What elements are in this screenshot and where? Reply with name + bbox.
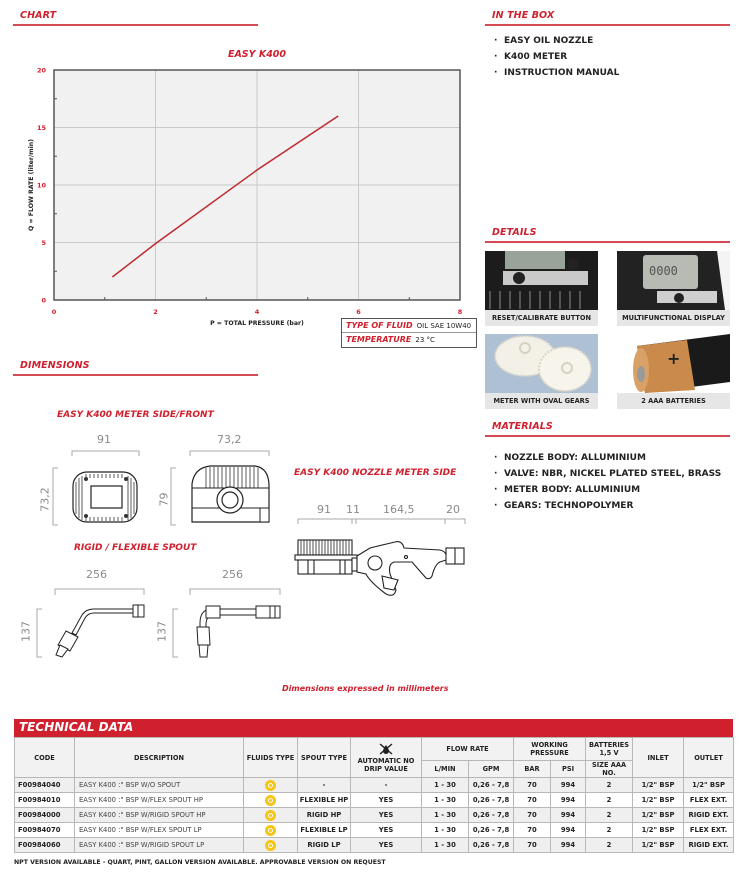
cell-bar: 70 [514,808,551,823]
detail-label: 2 AAA BATTERIES [617,393,730,409]
list-item: · INSTRUCTION MANUAL [494,65,619,81]
cell-code: F00984060 [15,838,75,853]
col-header-description: DESCRIPTION [75,738,244,778]
cell-inlet: 1/2" BSP [633,808,684,823]
fluid-type-value: OIL SAE 10W40 [416,322,472,330]
meter-side-height-label: 79 [157,492,171,507]
chart-x-tick-label: 4 [254,308,260,316]
section-title-details: DETAILS [492,227,537,238]
cell-batteries: 2 [586,778,633,793]
chart-x-tick-label: 8 [457,308,463,316]
cell-batteries: 2 [586,793,633,808]
section-rule [485,241,730,243]
cell-outlet: RIGID EXT. [684,838,734,853]
list-item: · EASY OIL NOZZLE [494,33,619,49]
meter-display-photo-icon [617,251,730,310]
cell-fluid [244,808,298,823]
section-rule [485,24,730,26]
cell-spout: FLEXIBLE HP [298,793,351,808]
table-row [15,778,734,793]
cell-fluid [244,823,298,838]
cell-bar: 70 [514,823,551,838]
cell-code: F00984000 [15,808,75,823]
table-row [15,793,734,808]
cell-description: EASY K400 :" BSP W/O SPOUT [75,778,244,793]
cell-fluid [244,838,298,853]
chart-y-tick-label: 15 [36,124,46,132]
cell-psi: 994 [551,778,586,793]
cell-inlet: 1/2" BSP [633,793,684,808]
chart-y-tick-label: 20 [36,66,46,75]
detail-tile-batteries [617,334,730,409]
cell-outlet: FLEX EXT. [684,823,734,838]
cell-psi: 994 [551,793,586,808]
cell-gpm: 0,26 - 7,8 [469,838,514,853]
list-item: · METER BODY: ALLUMINIUM [494,482,721,498]
cell-outlet: 1/2" BSP [684,778,734,793]
cell-psi: 994 [551,838,586,853]
chart-x-tick-label: 0 [51,308,57,316]
table-footnote: NPT VERSION AVAILABLE - QUART, PINT, GALLON VERSION AVAILABLE. APPROVABLE VERSION ON REQUEST [14,859,386,866]
oil-icon [265,795,276,806]
dimensions-note: Dimensions expressed in millimeters [282,684,449,693]
cell-spout: FLEXIBLE LP [298,823,351,838]
section-title-technical-data: TECHNICAL DATA [19,720,134,734]
chart-x-tick-label: 6 [356,308,361,316]
col-header-size: SIZE AAA NO. [586,761,633,778]
cell-auto: YES [351,793,422,808]
meter-button-photo-icon [485,251,598,310]
list-item: · NOZZLE BODY: ALLUMINIUM [494,450,721,466]
nozzle-drawing [290,518,470,608]
cell-fluid [244,793,298,808]
flow-rate-chart [0,40,480,335]
section-title-in-the-box: IN THE BOX [492,10,555,21]
temperature-value: 23 °C [415,336,435,344]
cell-lmin: 1 - 30 [422,808,469,823]
nozzle-dimensions-title: EASY K400 NOZZLE METER SIDE [294,468,457,478]
cell-bar: 70 [514,778,551,793]
cell-lmin: 1 - 30 [422,778,469,793]
section-rule [13,374,258,376]
spout-dimensions-title: RIGID / FLEXIBLE SPOUT [74,543,197,553]
chart-y-tick-label: 5 [41,239,46,247]
materials-list [494,450,721,514]
in-the-box-list [494,33,619,81]
cell-batteries: 2 [586,823,633,838]
col-header-auto-no-drip [351,738,422,778]
chart-title: EASY K400 [227,49,287,60]
cell-batteries: 2 [586,838,633,853]
cell-spout: - [298,778,351,793]
technical-data-table [14,737,734,853]
temperature-row [342,333,476,347]
section-rule [13,24,258,26]
battery-photo-icon [617,334,730,393]
col-header-gpm: GPM [469,761,514,778]
oval-gears-photo-icon [485,334,598,393]
col-header-bar: BAR [514,761,551,778]
oil-icon [265,810,276,821]
table-row [15,838,734,853]
cell-auto: - [351,778,422,793]
detail-tile-oval-gears [485,334,598,409]
chart-x-tick-label: 2 [153,308,158,316]
list-item: · GEARS: TECHNOPOLYMER [494,498,721,514]
cell-psi: 994 [551,823,586,838]
table-row [15,823,734,838]
cell-outlet: FLEX EXT. [684,793,734,808]
cell-description: EASY K400 :" BSP W/RIGID SPOUT HP [75,808,244,823]
cell-lmin: 1 - 30 [422,793,469,808]
cell-gpm: 0,26 - 7,8 [469,808,514,823]
col-header-batteries: BATTERIES 1,5 V [586,738,633,761]
cell-description: EASY K400 :" BSP W/FLEX SPOUT LP [75,823,244,838]
cell-outlet: RIGID EXT. [684,808,734,823]
cell-spout: RIGID HP [298,808,351,823]
cell-psi: 994 [551,808,586,823]
cell-inlet: 1/2" BSP [633,823,684,838]
col-header-fluids-type: FLUIDS TYPE [244,738,298,778]
chart-x-axis-label: P = TOTAL PRESSURE (bar) [210,320,304,327]
nozzle-dim-gap: 11 [346,503,360,516]
detail-label: METER WITH OVAL GEARS [485,393,598,409]
oil-icon [265,780,276,791]
section-title-dimensions: DIMENSIONS [20,360,90,371]
cell-batteries: 2 [586,808,633,823]
nozzle-dim-body: 164,5 [383,503,415,516]
cell-auto: YES [351,808,422,823]
col-header-psi: PSI [551,761,586,778]
chart-y-tick-label: 0 [41,296,46,305]
cell-auto: YES [351,823,422,838]
detail-label: MULTIFUNCTIONAL DISPLAY [617,310,730,326]
meter-dimensions-title: EASY K400 METER SIDE/FRONT [57,410,214,420]
oil-icon [265,825,276,836]
spout-drawing [30,585,290,660]
section-title-chart: CHART [20,10,57,21]
cell-code: F00984010 [15,793,75,808]
detail-tile-reset-button [485,251,598,326]
meter-front-icon [73,472,137,522]
temperature-label: TEMPERATURE [346,335,412,344]
meter-side-icon [192,466,269,522]
technical-data-header-band [14,719,733,737]
table-row [15,808,734,823]
cell-bar: 70 [514,838,551,853]
nozzle-icon [295,540,464,595]
rigid-spout-width-label: 256 [86,568,107,581]
cell-description: EASY K400 :" BSP W/RIGID SPOUT LP [75,838,244,853]
section-title-materials: MATERIALS [492,421,553,432]
section-rule [485,435,730,437]
svg-text:+: + [667,349,681,368]
col-header-spout-type: SPOUT TYPE [298,738,351,778]
cell-inlet: 1/2" BSP [633,778,684,793]
cell-gpm: 0,26 - 7,8 [469,793,514,808]
col-header-outlet: OUTLET [684,738,734,778]
nozzle-dim-outlet: 20 [446,503,460,516]
cell-bar: 70 [514,793,551,808]
flexible-spout-icon [197,606,280,657]
meter-front-height-label: 73,2 [38,487,52,512]
cell-gpm: 0,26 - 7,8 [469,778,514,793]
col-header-working-pressure: WORKING PRESSURE [514,738,586,761]
detail-tile-display [617,251,730,326]
col-header-flow-rate: FLOW RATE [422,738,514,761]
chart-y-tick-label: 10 [36,181,46,190]
cell-description: EASY K400 :" BSP W/FLEX SPOUT HP [75,793,244,808]
cell-gpm: 0,26 - 7,8 [469,823,514,838]
flex-spout-height-label: 137 [155,621,169,642]
nozzle-dim-meter: 91 [317,503,331,516]
col-header-inlet: INLET [633,738,684,778]
rigid-spout-height-label: 137 [19,621,33,642]
flex-spout-width-label: 256 [222,568,243,581]
chart-y-axis-label: Q = FLOW RATE (liter/min) [28,139,35,231]
fluid-info-box [341,318,477,348]
meter-side-width-label: 73,2 [217,433,242,446]
meter-front-width-label: 91 [97,433,111,446]
cell-fluid [244,778,298,793]
list-item: · VALVE: NBR, NICKEL PLATED STEEL, BRASS [494,466,721,482]
no-drip-icon [379,743,393,755]
cell-lmin: 1 - 30 [422,823,469,838]
cell-code: F00984040 [15,778,75,793]
fluid-type-label: TYPE OF FLUID [346,321,413,330]
meter-drawing [50,448,280,530]
rigid-spout-icon [56,605,144,657]
svg-text:0000: 0000 [649,264,678,278]
list-item: · K400 METER [494,49,619,65]
col-header-auto-no-drip-label: AUTOMATIC NO DRIP VALUE [357,756,415,773]
oil-icon [265,840,276,851]
detail-label: RESET/CALIBRATE BUTTON [485,310,598,326]
cell-lmin: 1 - 30 [422,838,469,853]
col-header-code: CODE [15,738,75,778]
cell-spout: RIGID LP [298,838,351,853]
fluid-type-row [342,319,476,333]
col-header-lmin: L/MIN [422,761,469,778]
cell-code: F00984070 [15,823,75,838]
cell-inlet: 1/2" BSP [633,838,684,853]
cell-auto: YES [351,838,422,853]
